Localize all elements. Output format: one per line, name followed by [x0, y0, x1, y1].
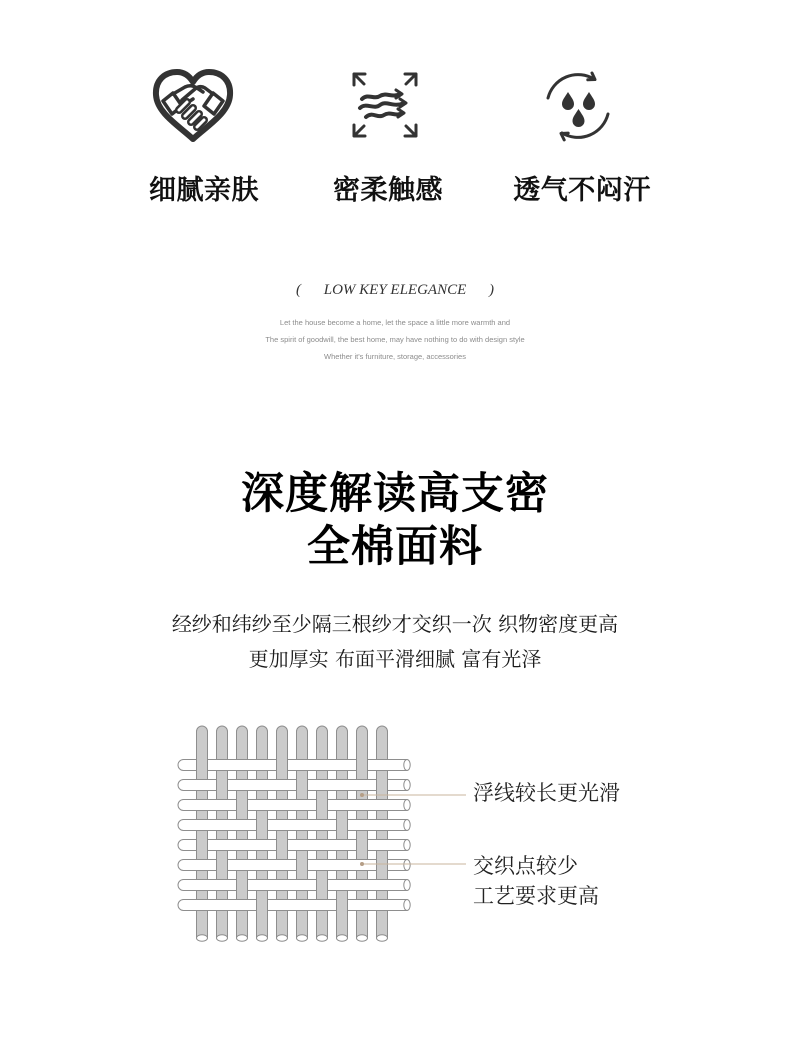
crossing-fill	[277, 839, 287, 852]
tagline-text: LOW KEY ELEGANCE	[323, 282, 467, 298]
callout-text: 交织点较少	[473, 854, 578, 878]
weft-thread	[178, 760, 410, 771]
weave-diagram	[0, 700, 790, 960]
warp-thread-end	[337, 935, 348, 941]
crossing-fill	[337, 819, 347, 832]
warp-over-weft-crossing	[377, 779, 388, 792]
crossing-fill	[277, 759, 287, 772]
warp-thread-end	[237, 935, 248, 941]
description-line: 更加厚实 布面平滑细腻 富有光泽	[248, 647, 542, 671]
weft-thread-end	[404, 800, 410, 811]
callout-fewer-interlacings	[473, 851, 599, 911]
weft-thread-body	[178, 860, 407, 871]
crossing-fill	[317, 879, 327, 892]
weft-thread-body	[178, 800, 407, 811]
warp-thread-end	[317, 935, 328, 941]
crossing-fill	[197, 839, 207, 852]
warp-over-weft-crossing	[277, 759, 288, 772]
warp-thread-end	[217, 935, 228, 941]
weft-thread	[178, 880, 410, 891]
crossing-fill	[217, 859, 227, 872]
warp-over-weft-crossing	[357, 839, 368, 852]
crossing-fill	[297, 859, 307, 872]
feature-label-smooth-skin: 细腻亲肤	[149, 175, 259, 206]
warp-over-weft-crossing	[237, 879, 248, 892]
callout-long-floats	[473, 778, 620, 808]
crossing-fill	[357, 839, 367, 852]
crossing-fill	[237, 879, 247, 892]
crossing-fill	[257, 899, 267, 912]
warp-over-weft-crossing	[337, 899, 348, 912]
crossing-fill	[357, 759, 367, 772]
weft-thread-end	[404, 760, 410, 771]
crossing-fill	[377, 779, 387, 792]
weft-thread-body	[178, 840, 407, 851]
weft-thread-end	[404, 820, 410, 831]
warp-thread-end	[197, 935, 208, 941]
description-line: 经纱和纬纱至少隔三根纱才交织一次 织物密度更高	[171, 612, 619, 636]
crossing-fill	[237, 799, 247, 812]
crossing-fill	[377, 859, 387, 872]
tagline-open-paren: (	[296, 282, 301, 298]
crossing-fill	[217, 779, 227, 792]
warp-thread-end	[277, 935, 288, 941]
weft-thread-body	[178, 900, 407, 911]
warp-over-weft-crossing	[297, 859, 308, 872]
intro-line: Let the house become a home, let the space a little more warmth and	[279, 318, 511, 327]
weft-thread	[178, 900, 410, 911]
warp-over-weft-crossing	[317, 879, 328, 892]
crossing-fill	[317, 799, 327, 812]
title-line: 全棉面料	[307, 522, 483, 572]
warp-over-weft-crossing	[377, 859, 388, 872]
warp-over-weft-crossing	[257, 899, 268, 912]
weft-thread-body	[178, 780, 407, 791]
weft-threads	[178, 760, 410, 911]
crossing-fill	[197, 759, 207, 772]
weft-thread-body	[178, 880, 407, 891]
feature-label-breathable: 透气不闷汗	[513, 175, 651, 206]
warp-thread-end	[257, 935, 268, 941]
warp-over-weft-crossing	[257, 819, 268, 832]
weft-thread-end	[404, 900, 410, 911]
weft-thread-end	[404, 860, 410, 871]
weft-thread-body	[178, 820, 407, 831]
warp-thread-end	[377, 935, 388, 941]
warp-over-weft-crossing	[217, 779, 228, 792]
warp-over-weft-crossing	[277, 839, 288, 852]
warp-over-weft-crossing	[217, 859, 228, 872]
warp-over-weft-crossing	[197, 839, 208, 852]
crossing-fill	[337, 899, 347, 912]
warp-over-weft-crossing	[317, 799, 328, 812]
warp-thread-end	[297, 935, 308, 941]
warp-over-weft-crossing	[357, 759, 368, 772]
weft-thread-body	[178, 760, 407, 771]
weft-thread	[178, 840, 410, 851]
intro-line: The spirit of goodwill, the best home, may have nothing to do with design style	[265, 335, 525, 344]
water-drops-cycle-icon	[540, 68, 616, 144]
warp-over-weft-crossing	[237, 799, 248, 812]
feature-label-soft-touch: 密柔触感	[333, 175, 443, 206]
section-title	[0, 468, 790, 574]
weft-thread	[178, 780, 410, 791]
weft-thread-end	[404, 840, 410, 851]
warp-over-weft-crossing	[337, 819, 348, 832]
callout-text: 浮线较长更光滑	[473, 781, 620, 805]
weft-thread	[178, 820, 410, 831]
handshake-heart-icon	[151, 68, 235, 144]
callout-anchor-dot	[360, 793, 364, 797]
soft-wave-arrows-icon	[350, 70, 420, 140]
crossing-fill	[257, 819, 267, 832]
warp-over-weft-crossing	[297, 779, 308, 792]
title-line: 深度解读高支密	[241, 469, 549, 519]
weft-thread	[178, 800, 410, 811]
fabric-description	[0, 607, 790, 677]
crossing-fill	[297, 779, 307, 792]
tagline-close-paren: )	[488, 282, 494, 298]
weft-thread	[178, 860, 410, 871]
warp-thread-end	[357, 935, 368, 941]
warp-over-weft-crossing	[197, 759, 208, 772]
callout-anchor-dot	[360, 862, 364, 866]
intro-line: Whether it's furniture, storage, accessories	[324, 352, 466, 361]
intro-text	[0, 314, 790, 365]
callout-text: 工艺要求更高	[473, 884, 599, 908]
weft-thread-end	[404, 780, 410, 791]
weft-thread-end	[404, 880, 410, 891]
tagline	[296, 280, 494, 300]
